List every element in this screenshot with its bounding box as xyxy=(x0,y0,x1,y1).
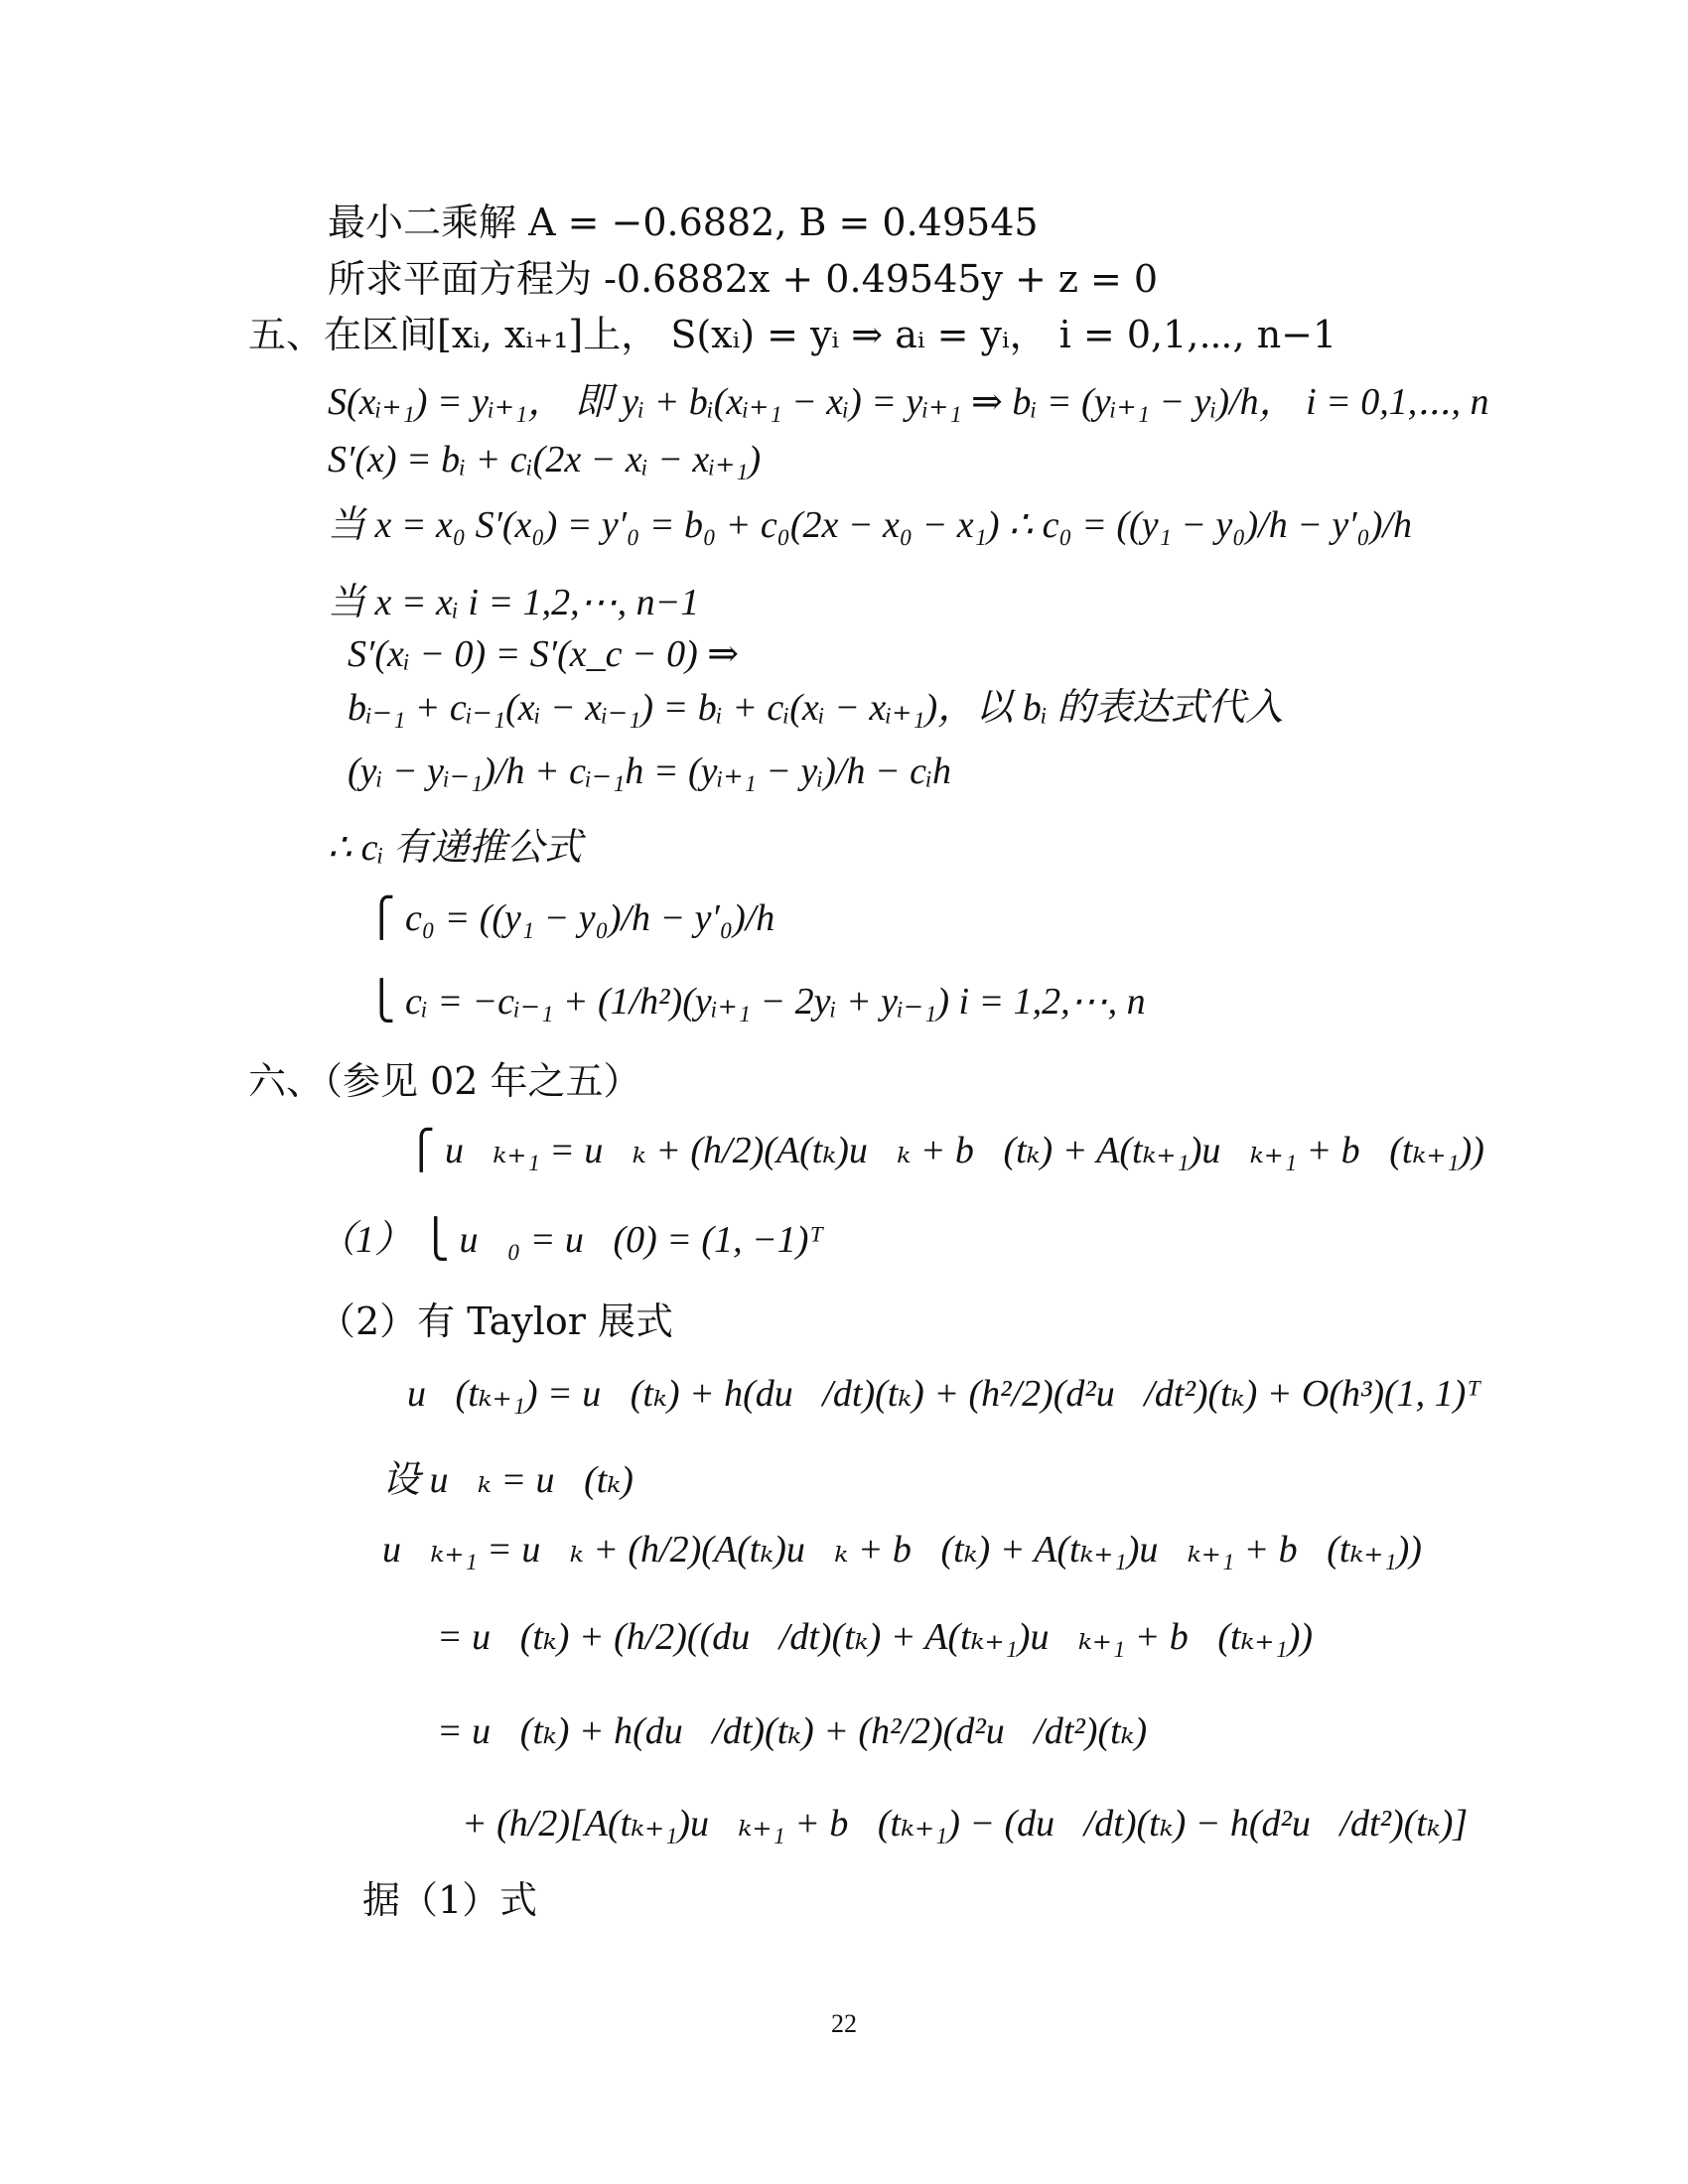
line-recurrence-heading: ∴ cᵢ 有递推公式 xyxy=(328,827,583,869)
line-x-equals-xi: 当 x = xᵢ i = 1,2,⋯, n−1 xyxy=(328,582,700,623)
line-initial-value: （1） ⎩ u⃗₀ = u⃗(0) = (1, −1)ᵀ xyxy=(318,1219,824,1261)
line-substitution: bᵢ₋₁ + cᵢ₋₁(xᵢ − xᵢ₋₁) = bᵢ + cᵢ(xᵢ − xᵢ₊₁)，以 bᵢ 的表达式代入 xyxy=(348,687,1284,729)
line-expand-2: = u⃗(tₖ) + (h/2)((du⃗/dt)(tₖ) + A(tₖ₊₁)u⃗ₖ₊₁ + b⃗(tₖ₊₁)) xyxy=(437,1616,1313,1658)
line-expand-1: u⃗ₖ₊₁ = u⃗ₖ + (h/2)(A(tₖ)u⃗ₖ + b⃗(tₖ) + A(tₖ₊₁)u⃗ₖ₊₁ + b⃗(tₖ₊₁)) xyxy=(382,1529,1422,1570)
line-scheme-step: ⎧ u⃗ₖ₊₁ = u⃗ₖ + (h/2)(A(tₖ)u⃗ₖ + b⃗(tₖ) + A(tₖ₊₁)u⃗ₖ₊₁ + b⃗(tₖ₊₁)) xyxy=(407,1130,1484,1171)
line-taylor-heading: （2）有 Taylor 展式 xyxy=(318,1299,674,1343)
line-section-5-heading: 五、在区间[xᵢ, xᵢ₊₁]上， S(xᵢ) = yᵢ ⇒ aᵢ = yᵢ， i = 0,1,⋯, n−1 xyxy=(248,313,1337,356)
line-by-formula-1: 据（1）式 xyxy=(362,1878,538,1922)
line-b-expression: S(xᵢ₊₁) = yᵢ₊₁， 即 yᵢ + bᵢ(xᵢ₊₁ − xᵢ) = yᵢ₊₁ ⇒ bᵢ = (yᵢ₊₁ − yᵢ)/h， i = 0,1,⋯, n xyxy=(328,381,1489,423)
line-continuity: S′(xᵢ − 0) = S′(x_c − 0) ⇒ xyxy=(348,633,740,675)
line-derivative: S′(x) = bᵢ + cᵢ(2x − xᵢ − xᵢ₊₁) xyxy=(328,439,762,480)
line-c0-expression: 当 x = x₀ S′(x₀) = y′₀ = b₀ + c₀(2x − x₀ − x₁) ∴ c₀ = ((y₁ − y₀)/h − y′₀)/h xyxy=(328,504,1412,546)
line-taylor-expansion: u⃗(tₖ₊₁) = u⃗(tₖ) + h(du⃗/dt)(tₖ) + (h²/2)(d²u⃗/dt²)(tₖ) + O(h³)(1, 1)ᵀ xyxy=(407,1373,1480,1415)
line-c0-case: ⎧ c₀ = ((y₁ − y₀)/h − y′₀)/h xyxy=(367,897,775,939)
line-least-squares: 最小二乘解 A = −0.6882, B = 0.49545 xyxy=(328,201,1039,244)
line-section-6-heading: 六、（参见 02 年之五） xyxy=(248,1059,641,1103)
line-expand-3: = u⃗(tₖ) + h(du⃗/dt)(tₖ) + (h²/2)(d²u⃗/dt²)(tₖ) xyxy=(437,1710,1148,1752)
line-ci-case: ⎩ cᵢ = −cᵢ₋₁ + (1/h²)(yᵢ₊₁ − 2yᵢ + yᵢ₋₁) i = 1,2,⋯, n xyxy=(367,981,1146,1023)
line-plane-equation: 所求平面方程为 -0.6882x + 0.49545y + z = 0 xyxy=(328,257,1159,301)
line-expand-4: + (h/2)[A(tₖ₊₁)u⃗ₖ₊₁ + b⃗(tₖ₊₁) − (du⃗/dt)(tₖ) − h(d²u⃗/dt²)(tₖ)] xyxy=(462,1803,1469,1844)
page-number: 22 xyxy=(831,2009,857,2038)
line-ci-relation: (yᵢ − yᵢ₋₁)/h + cᵢ₋₁h = (yᵢ₊₁ − yᵢ)/h − cᵢh xyxy=(348,751,952,792)
line-assume: 设 u⃗ₖ = u⃗(tₖ) xyxy=(382,1459,633,1501)
